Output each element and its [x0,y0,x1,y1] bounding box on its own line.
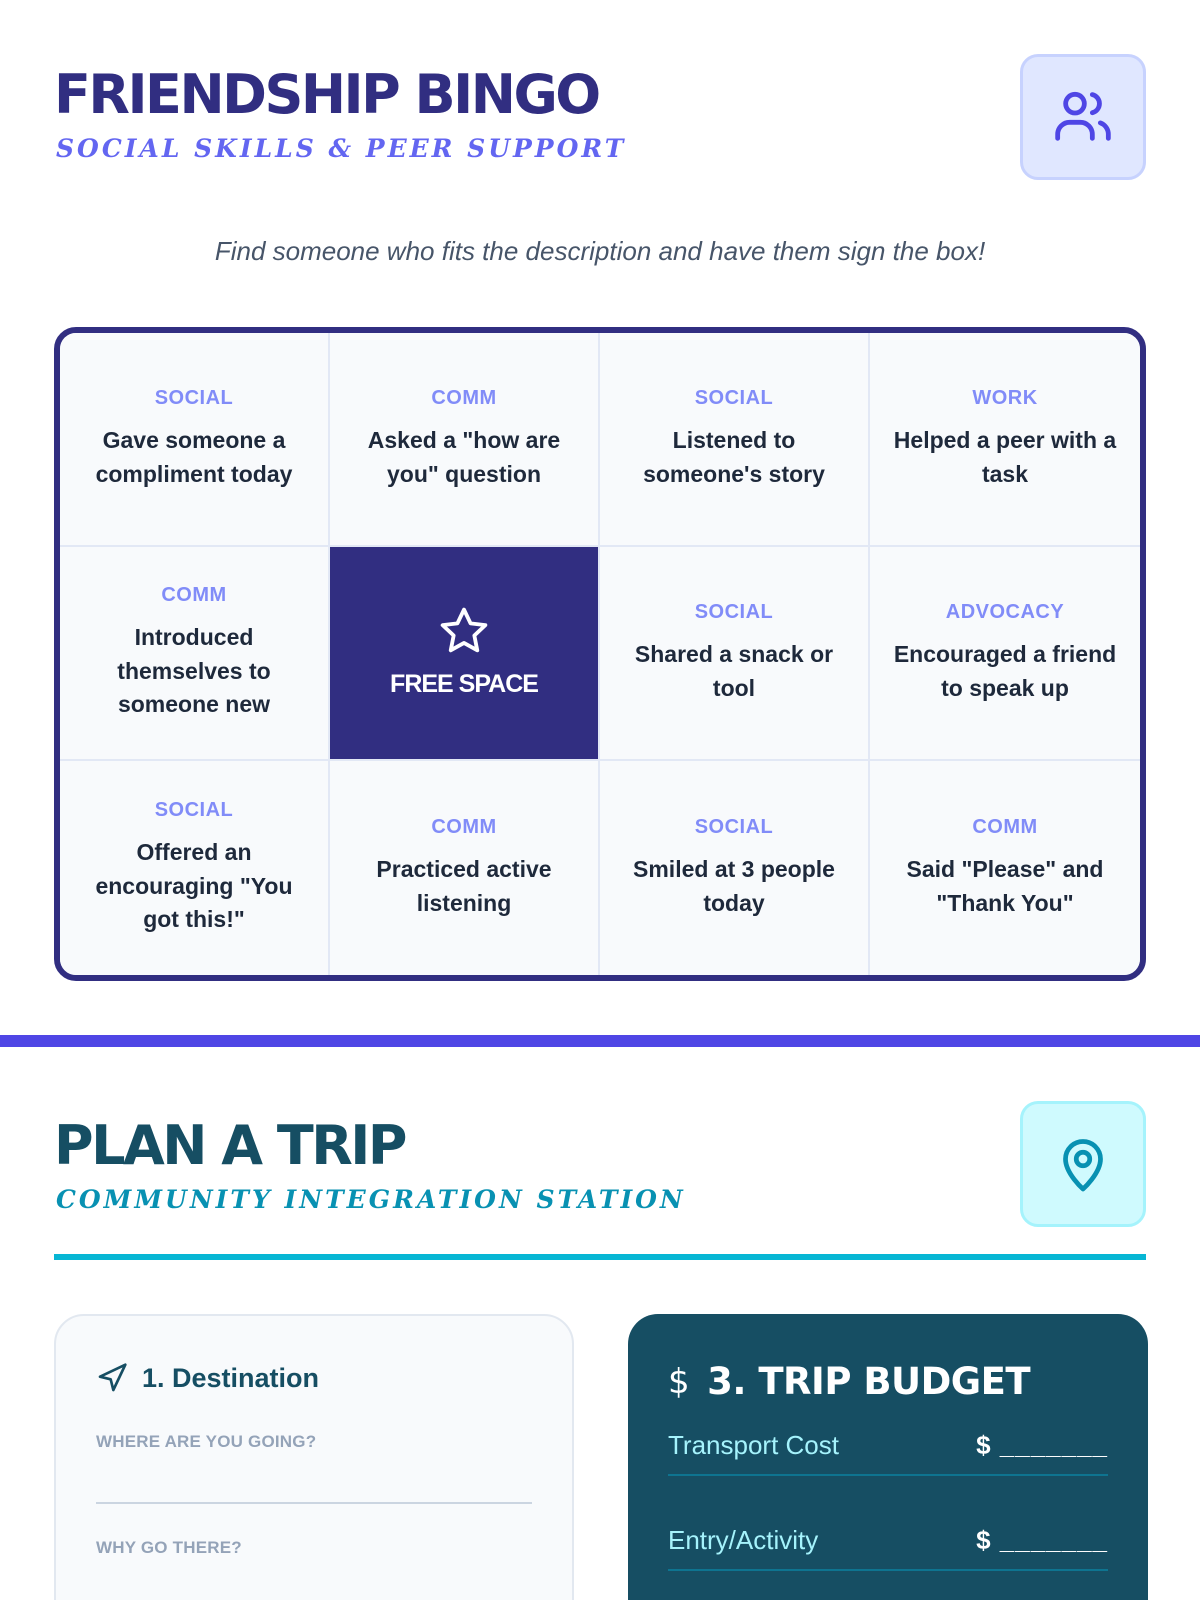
bingo-cell-category: COMM [431,387,497,410]
budget-heading [668,1360,1030,1403]
budget-heading-text: 3. TRIP BUDGET [707,1360,1031,1403]
where-label: WHERE ARE YOU GOING? [96,1432,317,1451]
bingo-cell-category: SOCIAL [694,601,774,624]
bingo-cell-category: COMM [161,584,227,607]
bingo-cell[interactable] [870,761,1140,975]
bingo-cell[interactable] [600,761,870,975]
free-space-label: FREE SPACE [390,669,538,698]
section-divider [0,1035,1200,1047]
trip-header-rule [54,1254,1146,1260]
budget-row[interactable] [668,1511,1108,1571]
bingo-cell-text: Gave someone a compliment today [95,427,293,487]
trip-header [54,1101,1146,1227]
budget-row[interactable] [668,1416,1108,1476]
bingo-cell[interactable] [870,333,1140,547]
bingo-cell[interactable] [330,333,600,547]
trip-title: PLAN A TRIP [54,1114,405,1177]
bingo-cell-category: SOCIAL [694,816,774,839]
bingo-cell-category: ADVOCACY [945,601,1065,624]
bingo-title: FRIENDSHIP BINGO [54,63,599,126]
navigation-icon [96,1362,128,1394]
destination-heading [96,1362,319,1394]
bingo-free-space[interactable] [330,547,600,761]
bingo-cell-category: COMM [431,816,497,839]
destination-card [54,1314,574,1600]
bingo-cell[interactable] [600,333,870,547]
bingo-cell-category: COMM [972,816,1038,839]
bingo-cell-category: SOCIAL [694,387,774,410]
bingo-cell-text: Smiled at 3 people today [633,856,835,916]
users-icon [1020,54,1146,180]
bingo-cell-text: Helped a peer with a task [893,427,1117,487]
bingo-cell-category: WORK [972,387,1038,410]
dollar-icon: $ [668,1361,690,1402]
bingo-header [54,54,1146,180]
budget-row-amount[interactable]: $ _______ [976,1429,1108,1460]
where-input[interactable] [96,1502,532,1504]
bingo-subtitle: SOCIAL SKILLS & PEER SUPPORT [56,134,627,163]
budget-row-amount[interactable]: $ _______ [976,1524,1108,1555]
bingo-cell-text: Encouraged a friend to speak up [893,641,1117,701]
bingo-cell[interactable] [330,761,600,975]
bingo-cell-text: Introduced themselves to someone new [117,624,271,718]
bingo-cell[interactable] [60,761,330,975]
bingo-cell-category: SOCIAL [154,799,234,822]
bingo-cell-category: SOCIAL [154,387,234,410]
bingo-instructions: Find someone who fits the description and have them sign the box! [214,236,986,266]
bingo-grid [54,327,1146,981]
destination-heading-text: 1. Destination [142,1362,320,1393]
bingo-cell-text: Shared a snack or tool [634,641,834,701]
bingo-cell[interactable] [60,333,330,547]
bingo-cell-text: Offered an encouraging "You got this!" [95,839,293,933]
budget-row-label: Entry/Activity [668,1524,819,1555]
bingo-cell-text: Listened to someone's story [643,427,825,487]
budget-row-label: Transport Cost [668,1429,839,1460]
trip-subtitle: COMMUNITY INTEGRATION STATION [56,1185,686,1214]
why-label: WHY GO THERE? [96,1538,242,1557]
bingo-cell[interactable] [600,547,870,761]
bingo-cell[interactable] [870,547,1140,761]
budget-card [628,1314,1148,1600]
bingo-cell-text: Asked a "how are you" question [367,427,561,487]
map-pin-icon [1020,1101,1146,1227]
bingo-cell-text: Said "Please" and "Thank You" [906,856,1104,916]
bingo-cell[interactable] [60,547,330,761]
bingo-cell-text: Practiced active listening [376,856,552,916]
star-icon [437,604,491,658]
